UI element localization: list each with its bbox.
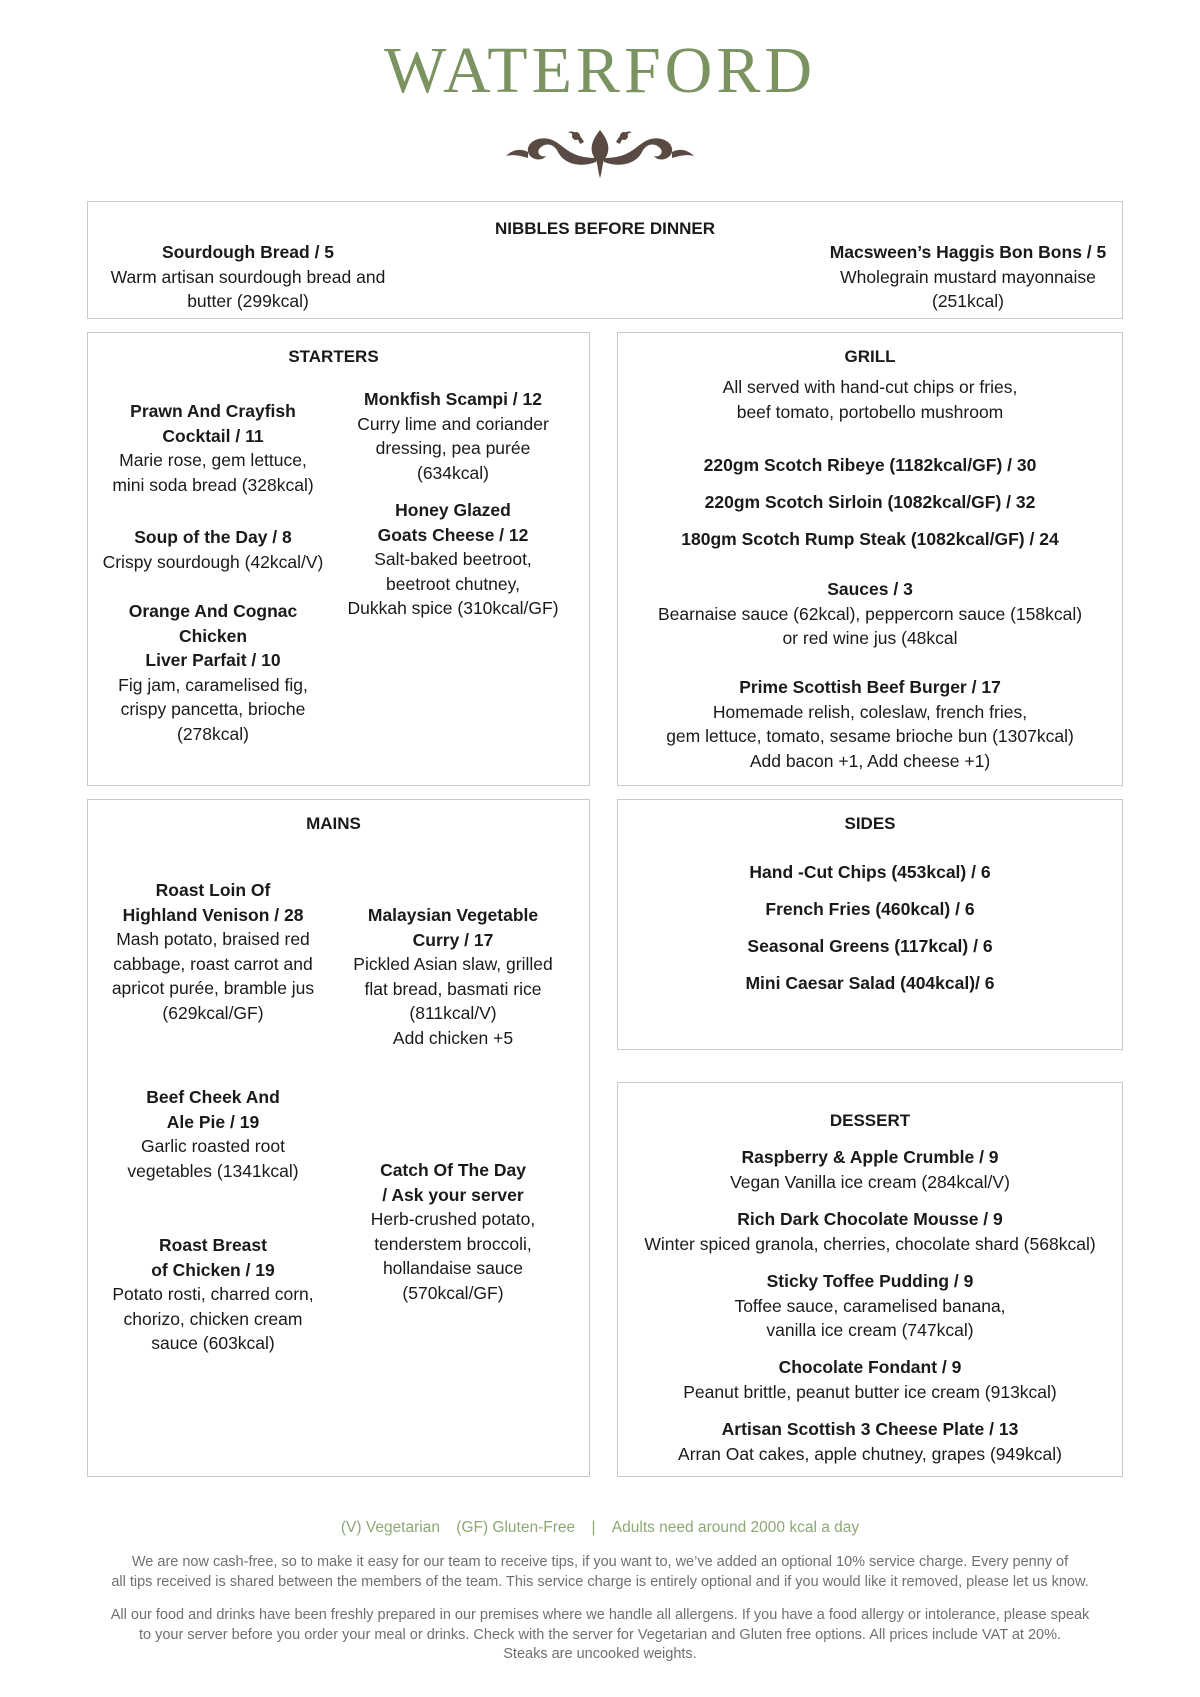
menu-item	[618, 1355, 1122, 1404]
menu-item	[98, 240, 398, 314]
starters-section	[87, 332, 590, 786]
section-title: MAINS	[306, 814, 361, 833]
menu-item	[818, 240, 1118, 314]
item-description: Vegan Vanilla ice cream (284kcal/V)	[730, 1171, 1010, 1192]
steak-item: 220gm Scotch Sirloin (1082kcal/GF) / 32	[704, 492, 1036, 512]
menu-item	[338, 387, 568, 485]
menu-item	[338, 1158, 568, 1305]
side-item: French Fries (460kcal) / 6	[765, 899, 975, 919]
menu-item	[93, 525, 333, 574]
item-name: Roast Loin Of Highland Venison / 28	[122, 880, 304, 925]
item-name: Prime Scottish Beef Burger / 17	[739, 677, 1001, 697]
menu-item	[93, 599, 333, 746]
item-name: Soup of the Day / 8	[134, 527, 292, 547]
nibbles-section	[87, 201, 1123, 319]
menu-item	[88, 1233, 338, 1356]
menu-item	[618, 1145, 1122, 1194]
item-name: Malaysian Vegetable Curry / 17	[367, 905, 539, 950]
section-title: SIDES	[844, 814, 896, 833]
menu-item	[338, 498, 568, 621]
menu-item	[618, 1269, 1122, 1343]
item-description: Peanut brittle, peanut butter ice cream (913kcal)	[683, 1381, 1057, 1402]
item-name: Sauces / 3	[827, 579, 913, 599]
item-description: Potato rosti, charred corn, chorizo, chicken cream sauce (603kcal)	[112, 1284, 314, 1353]
item-description: Arran Oat cakes, apple chutney, grapes (949kcal)	[678, 1443, 1062, 1464]
menu-item	[618, 1417, 1122, 1466]
side-item: Mini Caesar Salad (404kcal)/ 6	[745, 973, 995, 993]
menu-item	[338, 903, 568, 1050]
allergen-note: All our food and drinks have been freshly prepared in our premises where we handle all allergens. If you have a food allergy or intolerance, please speak to your server before you order your meal or drinks. Check with the server for Vegetarian and Gluten free options. All prices include VAT at 20%. Steaks are uncooked weights.	[110, 1607, 1090, 1662]
item-name: Monkfish Scampi / 12	[364, 389, 542, 409]
legend-kcal-note: Adults need around 2000 kcal a day	[611, 1519, 860, 1536]
item-description: Pickled Asian slaw, grilled flat bread, basmati rice (811kcal/V) Add chicken +5	[353, 954, 553, 1048]
grill-intro: All served with hand-cut chips or fries, beef tomato, portobello mushroom	[722, 377, 1018, 422]
flourish-ornament-icon	[500, 122, 700, 182]
item-name: Raspberry & Apple Crumble / 9	[741, 1147, 999, 1167]
item-description: Herb-crushed potato, tenderstem broccoli, hollandaise sauce (570kcal/GF)	[370, 1209, 536, 1303]
item-name: Honey Glazed Goats Cheese / 12	[377, 500, 529, 545]
side-item: Seasonal Greens (117kcal) / 6	[747, 936, 993, 956]
section-title: DESSERT	[829, 1111, 911, 1130]
mains-section	[87, 799, 590, 1477]
section-title: GRILL	[844, 347, 896, 366]
dietary-legend	[0, 1519, 1200, 1537]
item-description: Crispy sourdough (42kcal/V)	[102, 551, 324, 572]
item-name: Artisan Scottish 3 Cheese Plate / 13	[721, 1419, 1019, 1439]
item-name: Rich Dark Chocolate Mousse / 9	[737, 1209, 1003, 1229]
legend-vegetarian: (V) Vegetarian	[340, 1519, 440, 1536]
item-description: Winter spiced granola, cherries, chocolate shard (568kcal)	[644, 1233, 1096, 1254]
item-description: Garlic roasted root vegetables (1341kcal)	[127, 1136, 299, 1181]
item-description: Toffee sauce, caramelised banana, vanilla ice cream (747kcal)	[734, 1295, 1006, 1340]
item-description: Homemade relish, coleslaw, french fries, gem lettuce, tomato, sesame brioche bun (1307kcal) Add bacon +1, Add cheese +1)	[666, 701, 1074, 771]
steak-item: 180gm Scotch Rump Steak (1082kcal/GF) / 24	[681, 529, 1059, 549]
menu-item	[93, 399, 333, 497]
item-name: Sourdough Bread / 5	[161, 242, 335, 262]
item-name: Sticky Toffee Pudding / 9	[766, 1271, 974, 1291]
menu-item	[618, 1207, 1122, 1256]
item-description: Mash potato, braised red cabbage, roast carrot and apricot purée, bramble jus (629kcal/GF)	[111, 929, 315, 1023]
grill-section	[617, 332, 1123, 786]
item-description: Fig jam, caramelised fig, crispy pancetta, brioche (278kcal)	[118, 674, 308, 744]
menu-item	[88, 1085, 338, 1183]
burger-item	[618, 675, 1122, 773]
legend-separator: |	[591, 1519, 596, 1536]
item-name: Catch Of The Day / Ask your server	[380, 1160, 526, 1205]
sauces-item	[618, 577, 1122, 651]
item-name: Macsween’s Haggis Bon Bons / 5	[829, 242, 1107, 262]
item-description: Bearnaise sauce (62kcal), peppercorn sauce (158kcal) or red wine jus (48kcal	[657, 603, 1083, 648]
dessert-section	[617, 1082, 1123, 1477]
item-description: Curry lime and coriander dressing, pea purée (634kcal)	[357, 413, 549, 483]
item-description: Wholegrain mustard mayonnaise (251kcal)	[840, 266, 1096, 311]
service-charge-note: We are now cash-free, so to make it easy for our team to receive tips, if you want to, we’ve added an optional 10% service charge. Every penny of all tips received is shared between the members of the team. This service charge is entirely optional and if you would like it removed, please let us know.	[111, 1554, 1089, 1590]
item-name: Chocolate Fondant / 9	[778, 1357, 962, 1377]
item-name: Beef Cheek And Ale Pie / 19	[146, 1087, 280, 1132]
side-item: Hand -Cut Chips (453kcal) / 6	[749, 862, 991, 882]
menu-item	[88, 878, 338, 1025]
section-title: STARTERS	[288, 347, 379, 366]
legend-gluten-free: (GF) Gluten-Free	[456, 1519, 576, 1536]
item-name: Prawn And Crayfish Cocktail / 11	[130, 401, 296, 446]
item-name: Orange And Cognac Chicken Liver Parfait / 10	[128, 601, 298, 670]
item-description: Salt-baked beetroot, beetroot chutney, Dukkah spice (310kcal/GF)	[347, 549, 559, 618]
item-description: Warm artisan sourdough bread and butter (299kcal)	[110, 266, 386, 311]
section-title: NIBBLES BEFORE DINNER	[494, 219, 716, 238]
steak-item: 220gm Scotch Ribeye (1182kcal/GF) / 30	[703, 455, 1037, 475]
item-description: Marie rose, gem lettuce, mini soda bread (328kcal)	[112, 450, 314, 495]
item-name: Roast Breast of Chicken / 19	[151, 1235, 275, 1280]
brand-logo-text: WATERFORD	[383, 34, 817, 107]
sides-section	[617, 799, 1123, 1050]
